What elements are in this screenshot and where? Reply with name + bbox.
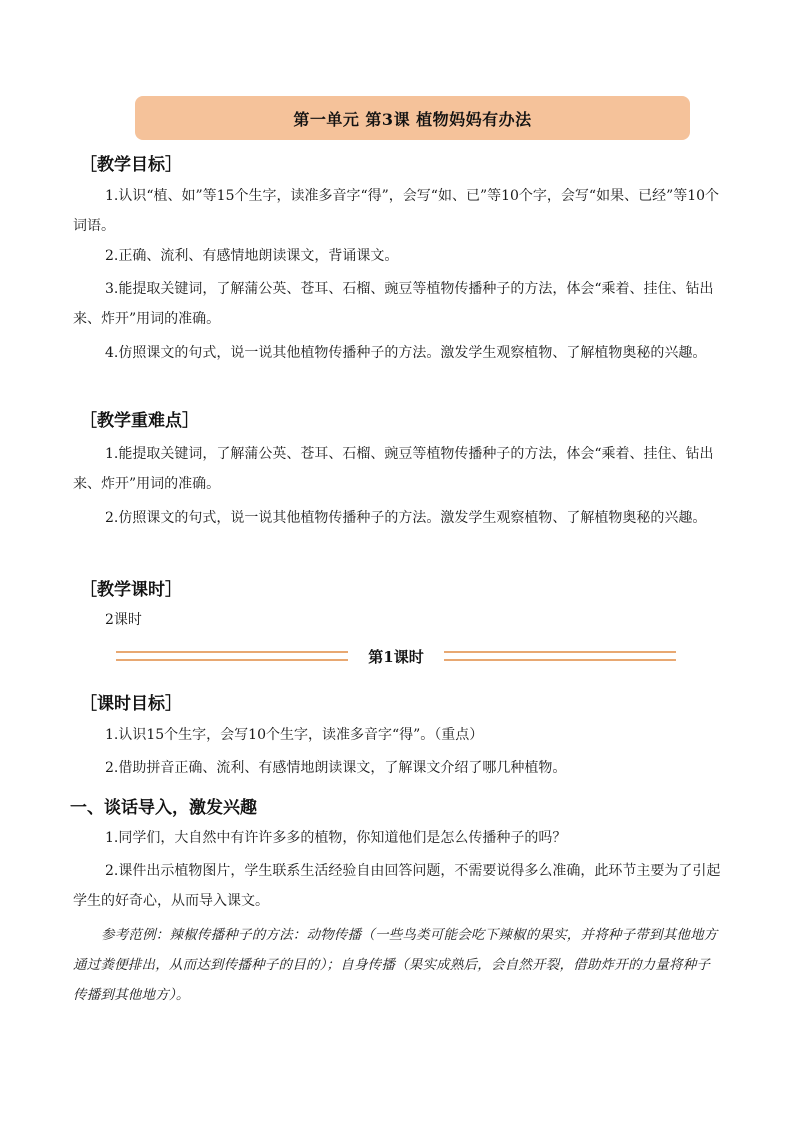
class-hours-heading: ［教学课时］ xyxy=(80,580,182,600)
key-point-item: 2.仿照课文的句式，说一说其他植物传播种子的方法。激发学生观察植物、了解植物奥秘的兴趣。 xyxy=(105,510,707,526)
period-divider xyxy=(116,646,676,668)
section-one-item: 1.同学们，大自然中有许许多多的植物，你知道他们是怎么传播种子的吗？ xyxy=(105,830,567,846)
lesson-title: 第一单元 第3课 植物妈妈有办法 xyxy=(293,109,532,129)
period-label: 第1课时 xyxy=(368,648,424,666)
class-hours-value: 2课时 xyxy=(105,612,142,628)
teaching-goal-item: 1.认识“植、如”等15个生字，读准多音字“得”，会写“如、已”等10个字，会写“如果、已经”等10个词语。 xyxy=(73,188,720,234)
lesson-goal-item: 1.认识15个生字，会写10个生字，读准多音字“得”。（重点） xyxy=(105,727,484,743)
teaching-goal-item: 4.仿照课文的句式，说一说其他植物传播种子的方法。激发学生观察植物、了解植物奥秘的兴趣。 xyxy=(105,345,707,361)
lesson-goal-item: 2.借助拼音正确、流利、有感情地朗读课文，了解课文介绍了哪几种植物。 xyxy=(105,760,567,776)
divider-lines-right xyxy=(444,651,676,663)
divider-lines-left xyxy=(116,651,348,663)
lesson-title-banner xyxy=(135,96,690,140)
key-points-heading: ［教学重难点］ xyxy=(80,411,199,431)
reference-example: 参考范例：辣椒传播种子的方法：动物传播（一些鸟类可能会吃下辣椒的果实，并将种子带到其他地方通过粪便排出，从而达到传播种子的目的）；自身传播（果实成熟后，会自然开裂，借助炸开的力量将种子传播到其他地方）。 xyxy=(73,927,718,1003)
section-one-heading: 一、谈话导入，激发兴趣 xyxy=(70,798,257,818)
teaching-goal-item: 2.正确、流利、有感情地朗读课文，背诵课文。 xyxy=(105,248,399,264)
section-one-item: 2.课件出示植物图片，学生联系生活经验自由回答问题，不需要说得多么准确，此环节主要为了引起学生的好奇心，从而导入课文。 xyxy=(73,863,721,909)
key-point-item: 1.能提取关键词，了解蒲公英、苍耳、石榴、豌豆等植物传播种子的方法，体会“乘着、挂住、钻出来、炸开”用词的准确。 xyxy=(73,446,714,492)
lesson-goals-heading: ［课时目标］ xyxy=(80,694,182,714)
teaching-goal-item: 3.能提取关键词，了解蒲公英、苍耳、石榴、豌豆等植物传播种子的方法，体会“乘着、挂住、钻出来、炸开”用词的准确。 xyxy=(73,281,714,327)
teaching-goals-heading: ［教学目标］ xyxy=(80,155,182,175)
